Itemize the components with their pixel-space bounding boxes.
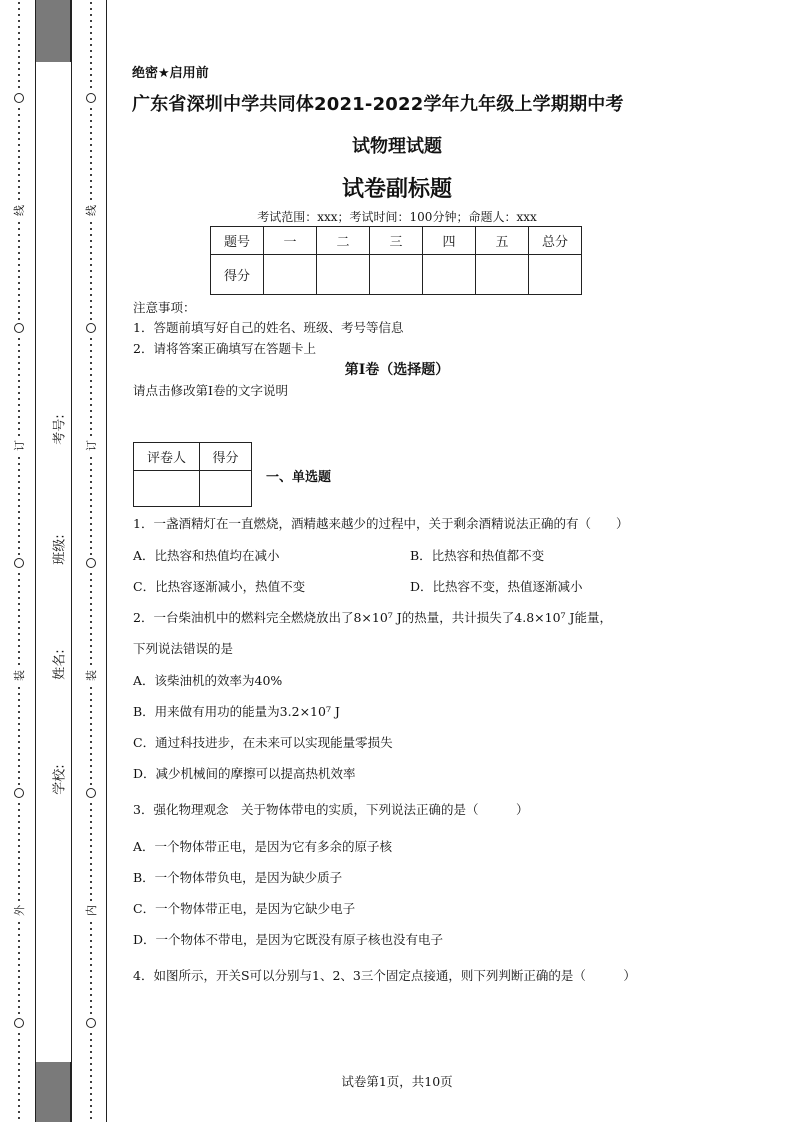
name-field: 姓名: [52,649,68,680]
margin-char-bind: 订 [84,440,98,451]
question-3-option-b: B．一个物体带负电，是因为缺少质子 [133,870,343,885]
question-1-option-d: D．比热容不变，热值逐渐减小 [410,579,583,594]
circle-mark [86,323,96,333]
circle-mark [86,93,96,103]
score-header: 三 [370,227,423,255]
question-2-option-a: A．该柴油机的效率为40% [133,673,283,688]
question-2-stem-cont: 下列说法错误的是 [133,641,234,656]
question-2-option-d: D．减少机械间的摩擦可以提高热机效率 [133,766,356,781]
grader-cell [200,471,252,507]
top-secret-label: 绝密★启用前 [132,66,209,81]
score-cell [529,255,582,295]
margin-border-right [71,0,72,1122]
question-3-stem: 3．强化物理观念 关于物体带电的实质，下列说法正确的是（ ） [133,802,529,817]
score-table [210,226,582,295]
score-header: 题号 [211,227,264,255]
circle-mark [14,788,24,798]
notes-title: 注意事项： [133,300,196,315]
question-1-stem: 1．一盏酒精灯在一直燃烧，酒精越来越少的过程中，关于剩余酒精说法正确的有（ ） [133,516,629,531]
margin-band-bottom [35,1062,71,1122]
page-left-border [106,0,107,1122]
exam-title-line1: 广东省深圳中学共同体2021-2022学年九年级上学期期中考 [132,94,624,115]
score-cell [476,255,529,295]
outer-dotted-line [12,0,26,1122]
inner-dotted-line [84,0,98,1122]
exam-title-line2: 试物理试题 [352,136,442,157]
score-header: 二 [317,227,370,255]
circle-mark [86,558,96,568]
margin-char-line: 线 [12,205,26,216]
circle-mark [86,1018,96,1028]
circle-mark [86,788,96,798]
score-header: 五 [476,227,529,255]
grader-cell [134,471,200,507]
margin-char-outer: 外 [12,905,26,916]
grader-header: 得分 [200,443,252,471]
score-row-label: 得分 [211,255,264,295]
score-header: 四 [423,227,476,255]
circle-mark [14,558,24,568]
question-2-option-c: C．通过科技进步，在未来可以实现能量零损失 [133,735,393,750]
margin-char-staple: 装 [84,670,98,681]
score-header: 总分 [529,227,582,255]
exam-subtitle: 试卷副标题 [341,177,452,202]
page-footer: 试卷第1页，共10页 [341,1074,453,1089]
question-3-option-d: D．一个物体不带电，是因为它既没有原子核也没有电子 [133,932,444,947]
circle-mark [14,93,24,103]
grader-table [133,442,252,507]
question-3-option-a: A．一个物体带正电，是因为它有多余的原子核 [133,839,393,854]
section-title: 一、单选题 [266,470,332,485]
grader-header: 评卷人 [134,443,200,471]
margin-char-staple: 装 [12,670,26,681]
class-field: 班级: [52,534,68,565]
score-cell [317,255,370,295]
margin-char-line: 线 [84,205,98,216]
exam-info: 考试范围：xxx；考试时间：100分钟；命题人：xxx [257,210,537,224]
score-cell [264,255,317,295]
question-4-stem: 4．如图所示，开关S可以分别与1、2、3三个固定点接通，则下列判断正确的是（ ） [133,968,636,983]
circle-mark [14,323,24,333]
score-cell [423,255,476,295]
volume-title: 第I卷（选择题） [344,362,450,378]
margin-border-left [35,0,36,1122]
question-3-option-c: C．一个物体带正电，是因为它缺少电子 [133,901,356,916]
score-cell [370,255,423,295]
margin-char-bind: 订 [12,440,26,451]
note-item: 2．请将答案正确填写在答题卡上 [133,341,316,356]
question-1-option-a: A．比热容和热值均在减小 [133,548,280,563]
note-item: 1．答题前填写好自己的姓名、班级、考号等信息 [133,320,404,335]
margin-band-top [35,0,71,62]
question-2-stem: 2．一台柴油机中的燃料完全燃烧放出了8×10⁷ J的热量，共计损失了4.8×10⁷ J能量， [133,610,613,625]
question-2-option-b: B．用来做有用功的能量为3.2×10⁷ J [133,704,340,719]
score-header: 一 [264,227,317,255]
circle-mark [14,1018,24,1028]
question-1-option-c: C．比热容逐渐减小，热值不变 [133,579,306,594]
margin-char-inner: 内 [84,905,98,916]
volume-description: 请点击修改第I卷的文字说明 [133,383,288,398]
question-1-option-b: B．比热容和热值都不变 [410,548,545,563]
school-field: 学校: [52,764,68,795]
exam-number-field: 考号: [52,414,68,445]
